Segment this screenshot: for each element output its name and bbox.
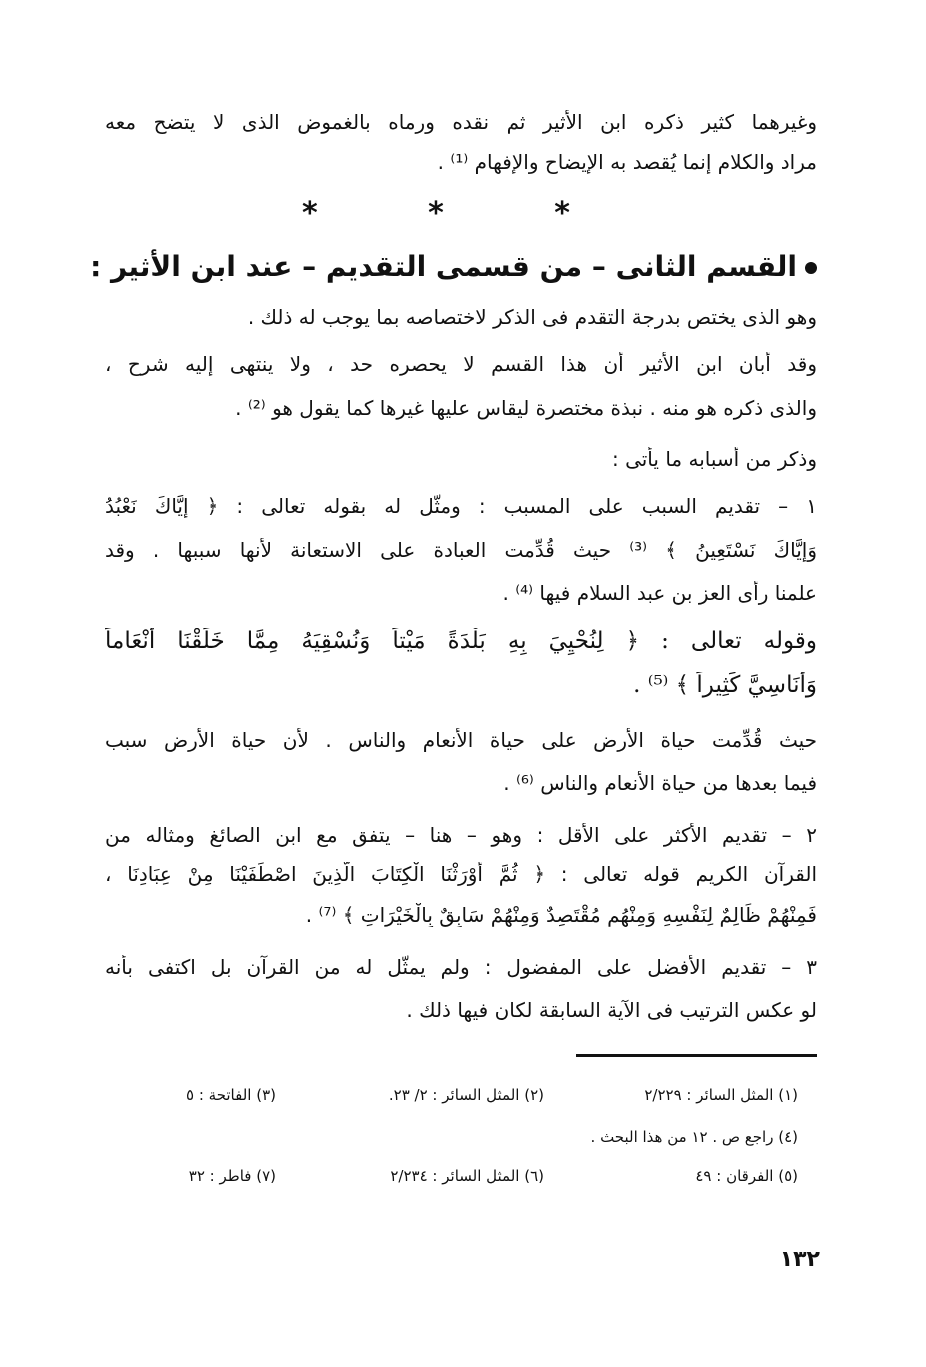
body-line-3: وهو الذى يختص بدرجة التقدم فى الذكر لاختصاصه بما يوجب له ذلك . (247, 305, 817, 329)
body-line-1: وغيرهما كثير ذكره ابن الأثير ثم نقده ورماه بالغموض الذى لا يتضح معه (105, 110, 817, 134)
body-line-5: والذى ذكره هو منه . نبذة مختصرة ليقاس عليها غيرها كما يقول هو ⁽²⁾ . (235, 396, 817, 420)
footnote-3: (٣) الفاتحة : ٥ (186, 1086, 276, 1104)
section-separator: * * * (302, 196, 620, 231)
body-line-6: وذكر من أسبابه ما يأتى : (611, 447, 817, 471)
body-line-2: مراد والكلام إنما يُقصد به الإيضاح والإفهام ⁽¹⁾ . (437, 150, 817, 174)
body-line-17: ٣ – تقديم الأفضل على المفضول : ولم يمثّل له من القرآن بل اكتفى بأنه (105, 955, 817, 979)
footnote-2: (٢) المثل السائر : ٢/ ٢٣. (388, 1086, 544, 1104)
footnote-rule (576, 1054, 817, 1057)
body-line-12: حيث قُدِّمت حياة الأرض على حياة الأنعام والناس . لأن حياة الأرض سبب (105, 728, 817, 752)
body-line-8: وَإِيَّاكَ نَسْتَعِينُ ﴾ ⁽³⁾ حيث قُدِّمت العبادة على الاستعانة لأنها سببها . وقد (105, 538, 817, 562)
footnote-6: (٦) المثل السائر : ٢/٢٣٤ (390, 1167, 544, 1185)
body-line-13: فيما بعدها من حياة الأنعام والناس ⁽⁶⁾ . (503, 771, 817, 795)
bullet-icon (805, 262, 817, 274)
footnote-5: (٥) الفرقان : ٤٩ (695, 1167, 798, 1185)
section-heading (90, 250, 817, 283)
body-line-16: فَمِنْهُمْ ظَالِمٌ لِنَفْسِهِ وَمِنْهُم مُقْتَصِدٌ وَمِنْهُمْ سَابِقٌ بِالْخَيْرَاتِ ﴾ ⁽⁷⁾ . (305, 903, 817, 927)
footnote-1: (١) المثل السائر : ٢/٢٢٩ (644, 1086, 798, 1104)
footnote-7: (٧) فاطر : ٣٢ (188, 1167, 276, 1185)
page-number: ١٣٢ (779, 1247, 820, 1272)
body-line-15: القرآن الكريم قوله تعالى : ﴿ ثُمَّ أَوْرَثْنَا الْكِتَابَ الَّذِينَ اصْطَفَيْنَا مِنْ عِبَادِنَا ، (105, 862, 817, 886)
section-heading-text: القسم الثانى – من قسمى التقديم – عند ابن الأثير : (90, 250, 797, 283)
body-line-7: ١ – تقديم السبب على المسبب : ومثّل له بقوله تعالى : ﴿ إِيَّاكَ نَعْبُدُ (105, 494, 817, 518)
body-line-14: ٢ – تقديم الأكثر على الأقل : وهو – هنا – يتفق مع ابن الصائغ ومثاله من (105, 823, 817, 847)
body-line-4: وقد أبان ابن الأثير أن هذا القسم لا يحصره حد ، ولا ينتهى إليه شرح ، (105, 352, 817, 376)
body-line-18: لو عكس الترتيب فى الآية السابقة لكان فيها ذلك . (406, 998, 817, 1022)
body-line-11: وَأَنَاسِيَّ كَثِيراً ﴾ ⁽⁵⁾ . (633, 672, 817, 698)
body-line-10: وقوله تعالى : ﴿ لِنُحْيِيَ بِهِ بَلْدَةً مَيْتاً وَنُسْقِيَهُ مِمَّا خَلَقْنَا أَنْعَاماً (105, 628, 817, 654)
body-line-9: علمنا رأى العز بن عبد السلام فيها ⁽⁴⁾ . (502, 581, 817, 605)
footnote-4: (٤) راجع ص . ١٢ من هذا البحث . (590, 1128, 798, 1146)
